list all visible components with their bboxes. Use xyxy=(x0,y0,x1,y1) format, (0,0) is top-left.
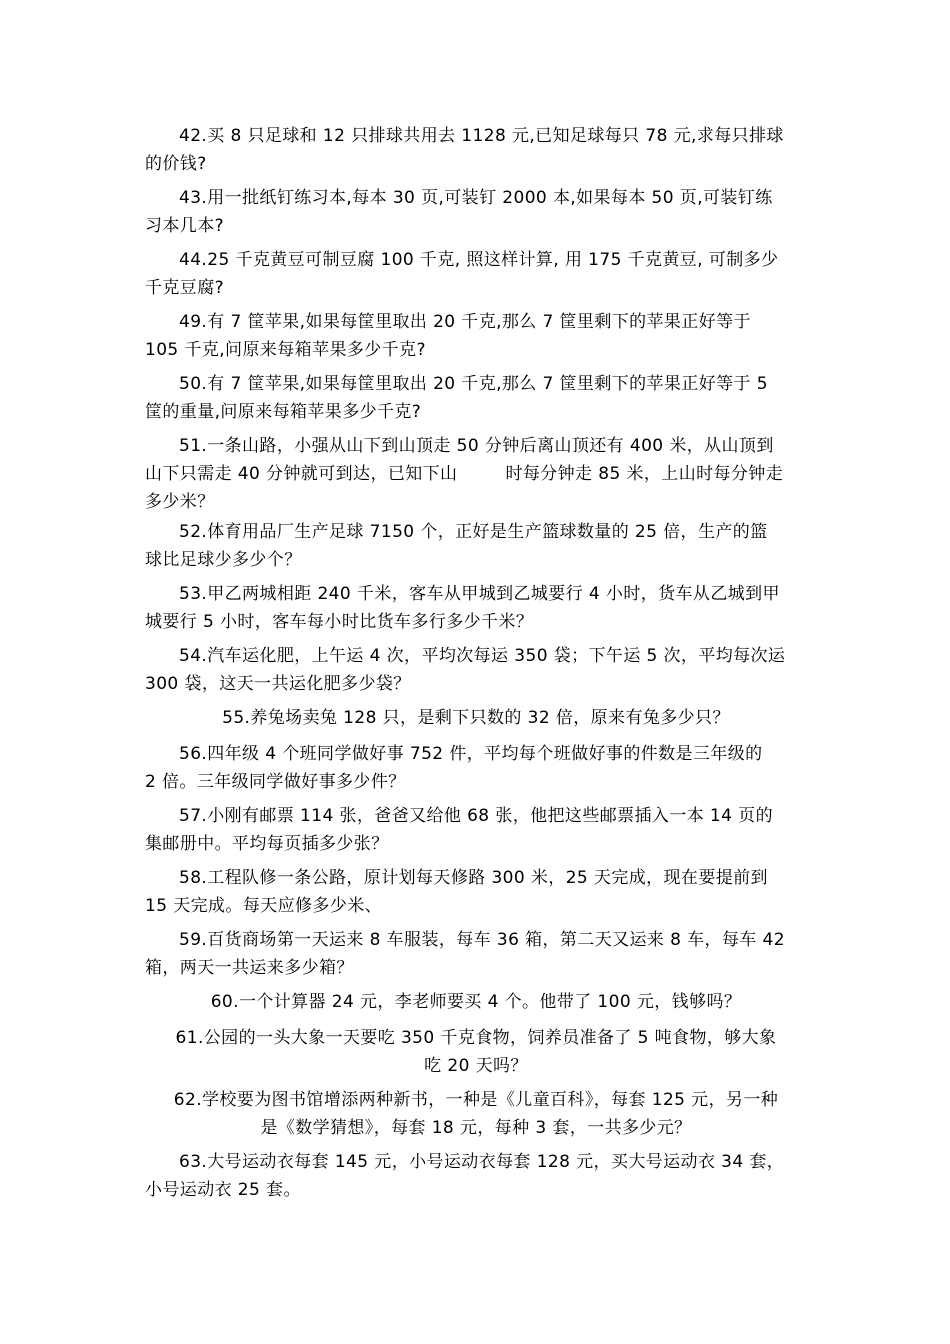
problem-63-line-2: 小号运动衣 25 套。 xyxy=(145,1180,301,1200)
problem-43-line-1: 43.用一批纸钉练习本,每本 30 页,可装钉 2000 本,如果每本 50 页,可装钉练 xyxy=(179,188,773,208)
problem-54-line-2: 300 袋，这天一共运化肥多少袋？ xyxy=(145,674,411,694)
problem-58-line-2: 15 天完成。每天应修多少米、 xyxy=(145,896,383,916)
problem-61-line-2: 吃 20 天吗？ xyxy=(424,1056,528,1076)
problem-52-line-1: 52.体育用品厂生产足球 7150 个，正好是生产篮球数量的 25 倍，生产的篮 xyxy=(179,522,768,542)
problem-51-line-2a: 山下只需走 40 分钟就可到达，已知下山 xyxy=(145,464,458,484)
problem-57-line-1: 57.小刚有邮票 114 张，爸爸又给他 68 张，他把这些邮票插入一本 14 页的 xyxy=(179,806,773,826)
problem-42-line-2: 的价钱? xyxy=(145,154,207,174)
problem-60 xyxy=(145,988,807,1016)
problem-53 xyxy=(145,580,807,636)
problem-62-line-2: 是《数学猜想》，每套 18 元，每种 3 套，一共多少元？ xyxy=(260,1118,692,1138)
problem-62 xyxy=(145,1086,807,1142)
problem-55-line-1: 55.养兔场卖兔 128 只，是剩下只数的 32 倍，原来有兔多少只？ xyxy=(222,708,730,728)
problem-42-line-1: 42.买 8 只足球和 12 只排球共用去 1128 元,已知足球每只 78 元,求每只排球 xyxy=(179,126,784,146)
problem-49-line-1: 49.有 7 筐苹果,如果每筐里取出 20 千克,那么 7 筐里剩下的苹果正好等于 xyxy=(179,312,751,332)
problem-51-line-1: 51.一条山路，小强从山下到山顶走 50 分钟后离山顶还有 400 米，从山顶到 xyxy=(179,436,774,456)
problem-50-line-2: 筐的重量,问原来每箱苹果多少千克? xyxy=(145,402,422,422)
problem-55 xyxy=(145,704,807,732)
problem-50-line-1: 50.有 7 筐苹果,如果每筐里取出 20 千克,那么 7 筐里剩下的苹果正好等于 5 xyxy=(179,374,768,394)
problem-57 xyxy=(145,802,807,858)
problem-51-line-3: 多少米？ xyxy=(145,492,215,512)
problem-58-line-1: 58.工程队修一条公路，原计划每天修路 300 米，25 天完成，现在要提前到 xyxy=(179,868,768,888)
problem-53-line-2: 城要行 5 小时，客车每小时比货车多行多少千米？ xyxy=(145,612,534,632)
problem-60-line-1: 60.一个计算器 24 元，李老师要买 4 个。他带了 100 元，钱够吗？ xyxy=(210,992,742,1012)
problem-58 xyxy=(145,864,807,920)
problem-52-line-2: 球比足球少多少个？ xyxy=(145,550,302,570)
problem-54 xyxy=(145,642,807,698)
problem-51-line-2b: 时每分钟走 85 米，上山时每分钟走 xyxy=(505,464,784,484)
problem-43 xyxy=(145,184,807,240)
problem-44-line-1: 44.25 千克黄豆可制豆腐 100 千克, 照这样计算, 用 175 千克黄豆, 可制多少 xyxy=(179,250,779,270)
problem-61 xyxy=(145,1024,807,1080)
problem-50 xyxy=(145,370,807,426)
problem-56 xyxy=(145,740,807,796)
problem-52 xyxy=(145,518,807,574)
problem-43-line-2: 习本几本? xyxy=(145,216,225,236)
problem-49-line-2: 105 千克,问原来每箱苹果多少千克? xyxy=(145,340,426,360)
problem-63-line-1: 63.大号运动衣每套 145 元，小号运动衣每套 128 元，买大号运动衣 34 套， xyxy=(179,1152,785,1172)
problem-63 xyxy=(145,1148,807,1204)
problem-62-line-1: 62.学校要为图书馆增添两种新书，一种是《儿童百科》，每套 125 元，另一种 xyxy=(173,1090,779,1110)
problem-53-line-1: 53.甲乙两城相距 240 千米，客车从甲城到乙城要行 4 小时，货车从乙城到甲 xyxy=(179,584,780,604)
problem-51 xyxy=(145,432,807,516)
problem-49 xyxy=(145,308,807,364)
problem-59-line-1: 59.百货商场第一天运来 8 车服装，每车 36 箱，第二天又运来 8 车，每车 42 xyxy=(179,930,785,950)
problem-56-line-1: 56.四年级 4 个班同学做好事 752 件，平均每个班做好事的件数是三年级的 xyxy=(179,744,763,764)
problem-56-line-2: 2 倍。三年级同学做好事多少件？ xyxy=(145,772,406,792)
problem-44 xyxy=(145,246,807,302)
problem-57-line-2: 集邮册中。平均每页插多少张？ xyxy=(145,834,389,854)
problem-54-line-1: 54.汽车运化肥，上午运 4 次，平均次每运 350 袋；下午运 5 次，平均每次运 xyxy=(179,646,786,666)
problem-42 xyxy=(145,122,807,178)
problem-61-line-1: 61.公园的一头大象一天要吃 350 千克食物，饲养员准备了 5 吨食物，够大象 xyxy=(175,1028,777,1048)
problem-59-line-2: 箱，两天一共运来多少箱？ xyxy=(145,958,354,978)
problem-44-line-2: 千克豆腐? xyxy=(145,278,225,298)
problem-59 xyxy=(145,926,807,982)
